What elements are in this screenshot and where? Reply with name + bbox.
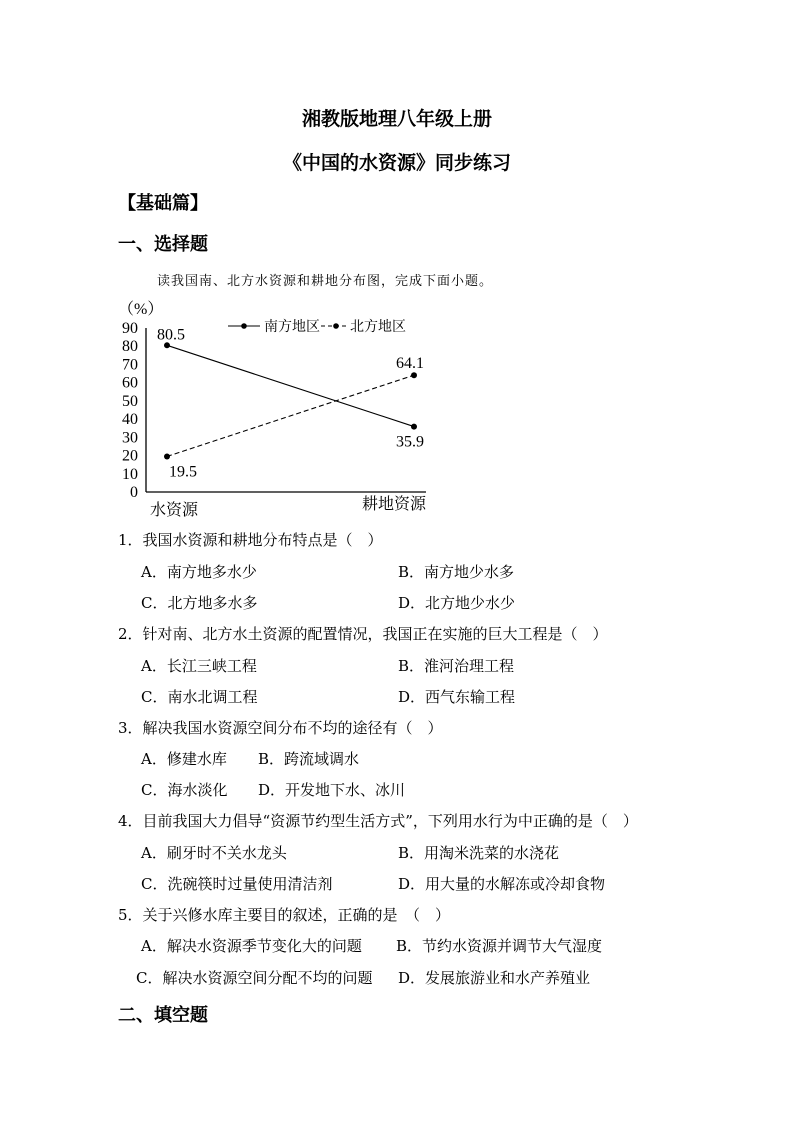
data-point <box>164 453 170 459</box>
q2-option-b: B．淮河治理工程 <box>398 657 515 675</box>
question-3: 3．解决我国水资源空间分布不均的途径有（ ） <box>118 719 443 737</box>
doc-subtitle: 《中国的水资源》同步练习 <box>282 152 511 174</box>
question-1: 1．我国水资源和耕地分布特点是（ ） <box>118 531 383 549</box>
legend-north-label: 北方地区 <box>350 320 406 335</box>
basic-section-heading: 【基础篇】 <box>118 193 208 214</box>
data-label: 19.5 <box>169 463 197 481</box>
q2-option-a: A．长江三峡工程 <box>141 657 257 675</box>
y-tick-label: 70 <box>122 356 138 374</box>
y-tick-label: 20 <box>122 447 138 465</box>
section-choice-heading: 一、选择题 <box>118 234 208 255</box>
data-label: 35.9 <box>396 433 424 451</box>
legend-south-label: 南方地区 <box>264 320 320 335</box>
data-label: 64.1 <box>396 355 424 373</box>
y-tick-label: 80 <box>122 338 138 356</box>
y-tick-label: 50 <box>122 392 138 410</box>
q1-option-c: C．北方地多水多 <box>141 594 258 612</box>
y-tick-label: 60 <box>122 374 138 392</box>
legend-north-marker <box>333 323 339 329</box>
y-tick-label: 90 <box>122 320 138 337</box>
q4-option-d: D．用大量的水解冻或冷却食物 <box>398 875 606 893</box>
q1-option-b: B．南方地少水多 <box>398 563 515 581</box>
data-point <box>411 424 417 430</box>
q1-option-a: A．南方地多水少 <box>141 563 257 581</box>
q2-option-c: C．南水北调工程 <box>141 688 258 706</box>
q3-option-d: D．开发地下水、冰川 <box>258 781 406 799</box>
x-category-label-farmland: 耕地资源 <box>362 496 427 513</box>
legend-south-marker <box>241 323 247 329</box>
data-label: 80.5 <box>157 326 185 344</box>
q5-option-a: A．解决水资源季节变化大的问题 <box>141 937 362 955</box>
y-tick-label: 10 <box>122 465 138 483</box>
chart-legend <box>228 318 406 335</box>
y-tick-label: 0 <box>130 484 138 501</box>
q5-option-b: B．节约水资源并调节大气湿度 <box>396 937 603 955</box>
question-5: 5．关于兴修水库主要目的叙述，正确的是 （ ） <box>118 906 451 924</box>
section-fill-heading: 二、填空题 <box>118 1005 208 1026</box>
question-intro: 读我国南、北方水资源和耕地分布图，完成下面小题。 <box>157 274 494 289</box>
q1-option-d: D．北方地少水少 <box>398 594 516 612</box>
question-2: 2．针对南、北方水土资源的配置情况，我国正在实施的巨大工程是（ ） <box>118 625 608 643</box>
series-line-north <box>167 375 414 456</box>
y-tick-labels <box>122 320 138 501</box>
q3-option-b: B．跨流域调水 <box>258 750 360 768</box>
data-point <box>411 372 417 378</box>
line-chart <box>110 290 440 525</box>
question-4: 4．目前我国大力倡导“资源节约型生活方式”，下列用水行为中正确的是（ ） <box>118 812 638 830</box>
q4-option-c: C．洗碗筷时过量使用清洁剂 <box>141 875 333 893</box>
series-line-south <box>167 345 414 426</box>
y-tick-label: 30 <box>122 429 138 447</box>
q5-option-c: C．解决水资源空间分配不均的问题 <box>136 969 373 987</box>
q3-option-c: C．海水淡化 <box>141 781 228 799</box>
q3-option-a: A．修建水库 <box>141 750 227 768</box>
x-category-label-water: 水资源 <box>150 502 199 519</box>
q4-option-b: B．用淘米洗菜的水浇花 <box>398 844 560 862</box>
q2-option-d: D．西气东输工程 <box>398 688 516 706</box>
doc-title: 湘教版地理八年级上册 <box>301 108 492 130</box>
y-tick-label: 40 <box>122 411 138 429</box>
q5-option-d: D．发展旅游业和水产养殖业 <box>398 969 591 987</box>
chart-unit-label: （%） <box>118 301 164 318</box>
q4-option-a: A．刷牙时不关水龙头 <box>141 844 287 862</box>
series-lines <box>157 326 424 480</box>
